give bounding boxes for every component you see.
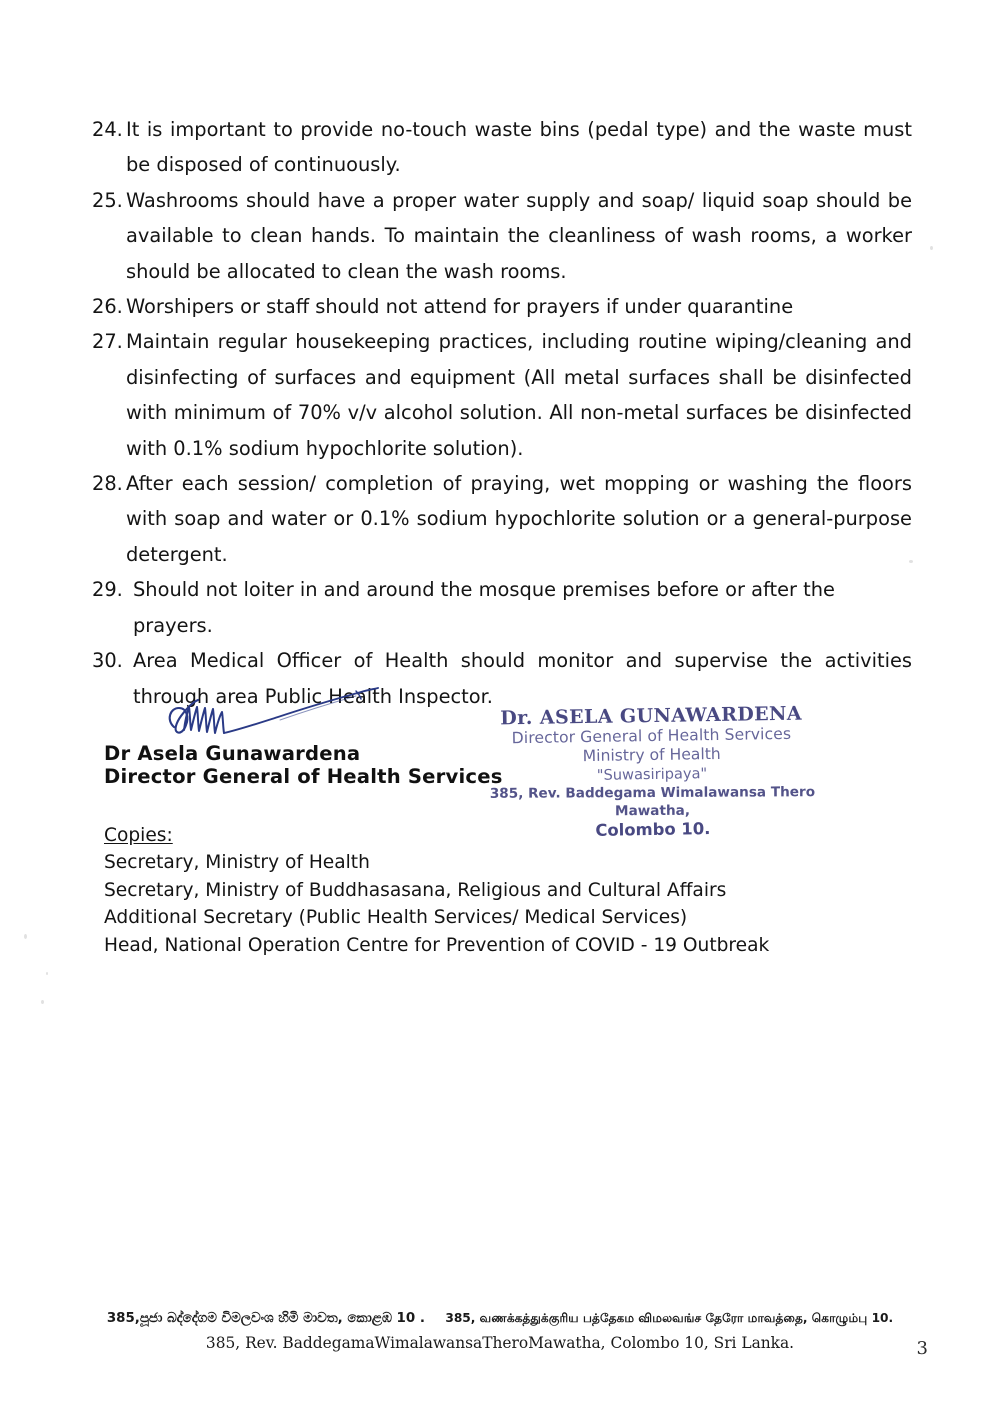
stamp-street: 385, Rev. Baddegama Wimalawansa Thero Mawatha, [489,784,816,820]
signatory-title: Director General of Health Services [104,765,503,788]
copies-recipient: Secretary, Ministry of Buddhasasana, Religious and Cultural Affairs [104,879,727,901]
copies-recipient: Additional Secretary (Public Health Services/ Medical Services) [104,907,688,929]
list-item [92,183,912,289]
scan-speckle [24,934,27,939]
list-item-number: 25. [92,188,123,212]
list-item-text: Washrooms should have a proper water supply and soap/ liquid soap should be available to clean hands. To maintain the cleanliness of wash rooms, a worker should be allocated to clean the wash rooms. [126,188,912,283]
list-item-number: 24. [92,118,123,141]
list-item [92,466,912,572]
list-item [92,572,912,643]
copies-block [104,822,769,959]
list-item [92,289,912,324]
list-item-text: It is important to provide no-touch waste bins (pedal type) and the waste must be disposed of continuously. [126,118,912,177]
stamp-title: Director General of Health Services [511,724,792,748]
scan-speckle [930,246,933,250]
footer-address-sinhala: 385,පූජා බද්දේගම විමලවංශ හිමි මාවත, කොළඹ 10 . [106,1311,425,1326]
signatory-block [104,742,503,788]
page-footer [0,1308,1000,1355]
numbered-list [92,112,912,714]
list-item-text: Area Medical Officer of Health should monitor and supervise the activities through area Public Health Inspector. [133,649,912,708]
list-item-text: Maintain regular housekeeping practices, including routine wiping/cleaning and disinfecting of surfaces and equipment (All metal surfaces shall be disinfected with minimum of 70% v/v alcohol solution. All non-metal surfaces be disinfected with 0.1% sodium hypochlorite solution). [126,330,912,460]
list-item [92,112,912,183]
list-item-number: 28. [92,472,123,496]
signatory-name: Dr Asela Gunawardena [104,742,361,765]
handwritten-signature [160,680,410,742]
page-number: 3 [916,1338,928,1359]
list-item-number: 30. [92,649,130,673]
list-item-number: 26. [92,295,123,319]
copies-recipient: Secretary, Ministry of Health [104,852,370,874]
scan-speckle [41,1000,44,1004]
list-item-text: After each session/ completion of praying, wet mopping or washing the floors with soap and water or 0.1% sodium hypochlorite solution or a general-purpose detergent. [126,472,912,566]
stamp-city: Colombo 10. [595,819,711,840]
list-item-text: Should not loiter in and around the mosque premises before or after the prayers. [133,578,835,637]
copies-recipient: Head, National Operation Centre for Prevention of COVID - 19 Outbreak [104,934,770,956]
copies-heading: Copies: [104,825,173,846]
stamp-ministry: Ministry of Health [582,744,721,766]
stamp-name: Dr. ASELA GUNAWARDENA [500,702,803,730]
footer-address-english: 385, Rev. BaddegamaWimalawansaTheroMawatha, Colombo 10, Sri Lanka. [205,1334,795,1352]
list-item-number: 29. [92,578,130,602]
list-item-number: 27. [92,330,123,354]
stamp-building: "Suwasiripaya" [596,765,708,784]
scan-speckle [46,972,48,975]
footer-address-tamil: 385, வணக்கத்துக்குரிய பத்தேகம விமலவங்ச தேரோ மாவத்தை, கொழும்பு 10. [445,1311,894,1325]
list-item-text: Worshipers or staff should not attend for prayers if under quarantine [126,295,794,319]
list-item [92,324,912,466]
footer-address-native [0,1308,1000,1329]
